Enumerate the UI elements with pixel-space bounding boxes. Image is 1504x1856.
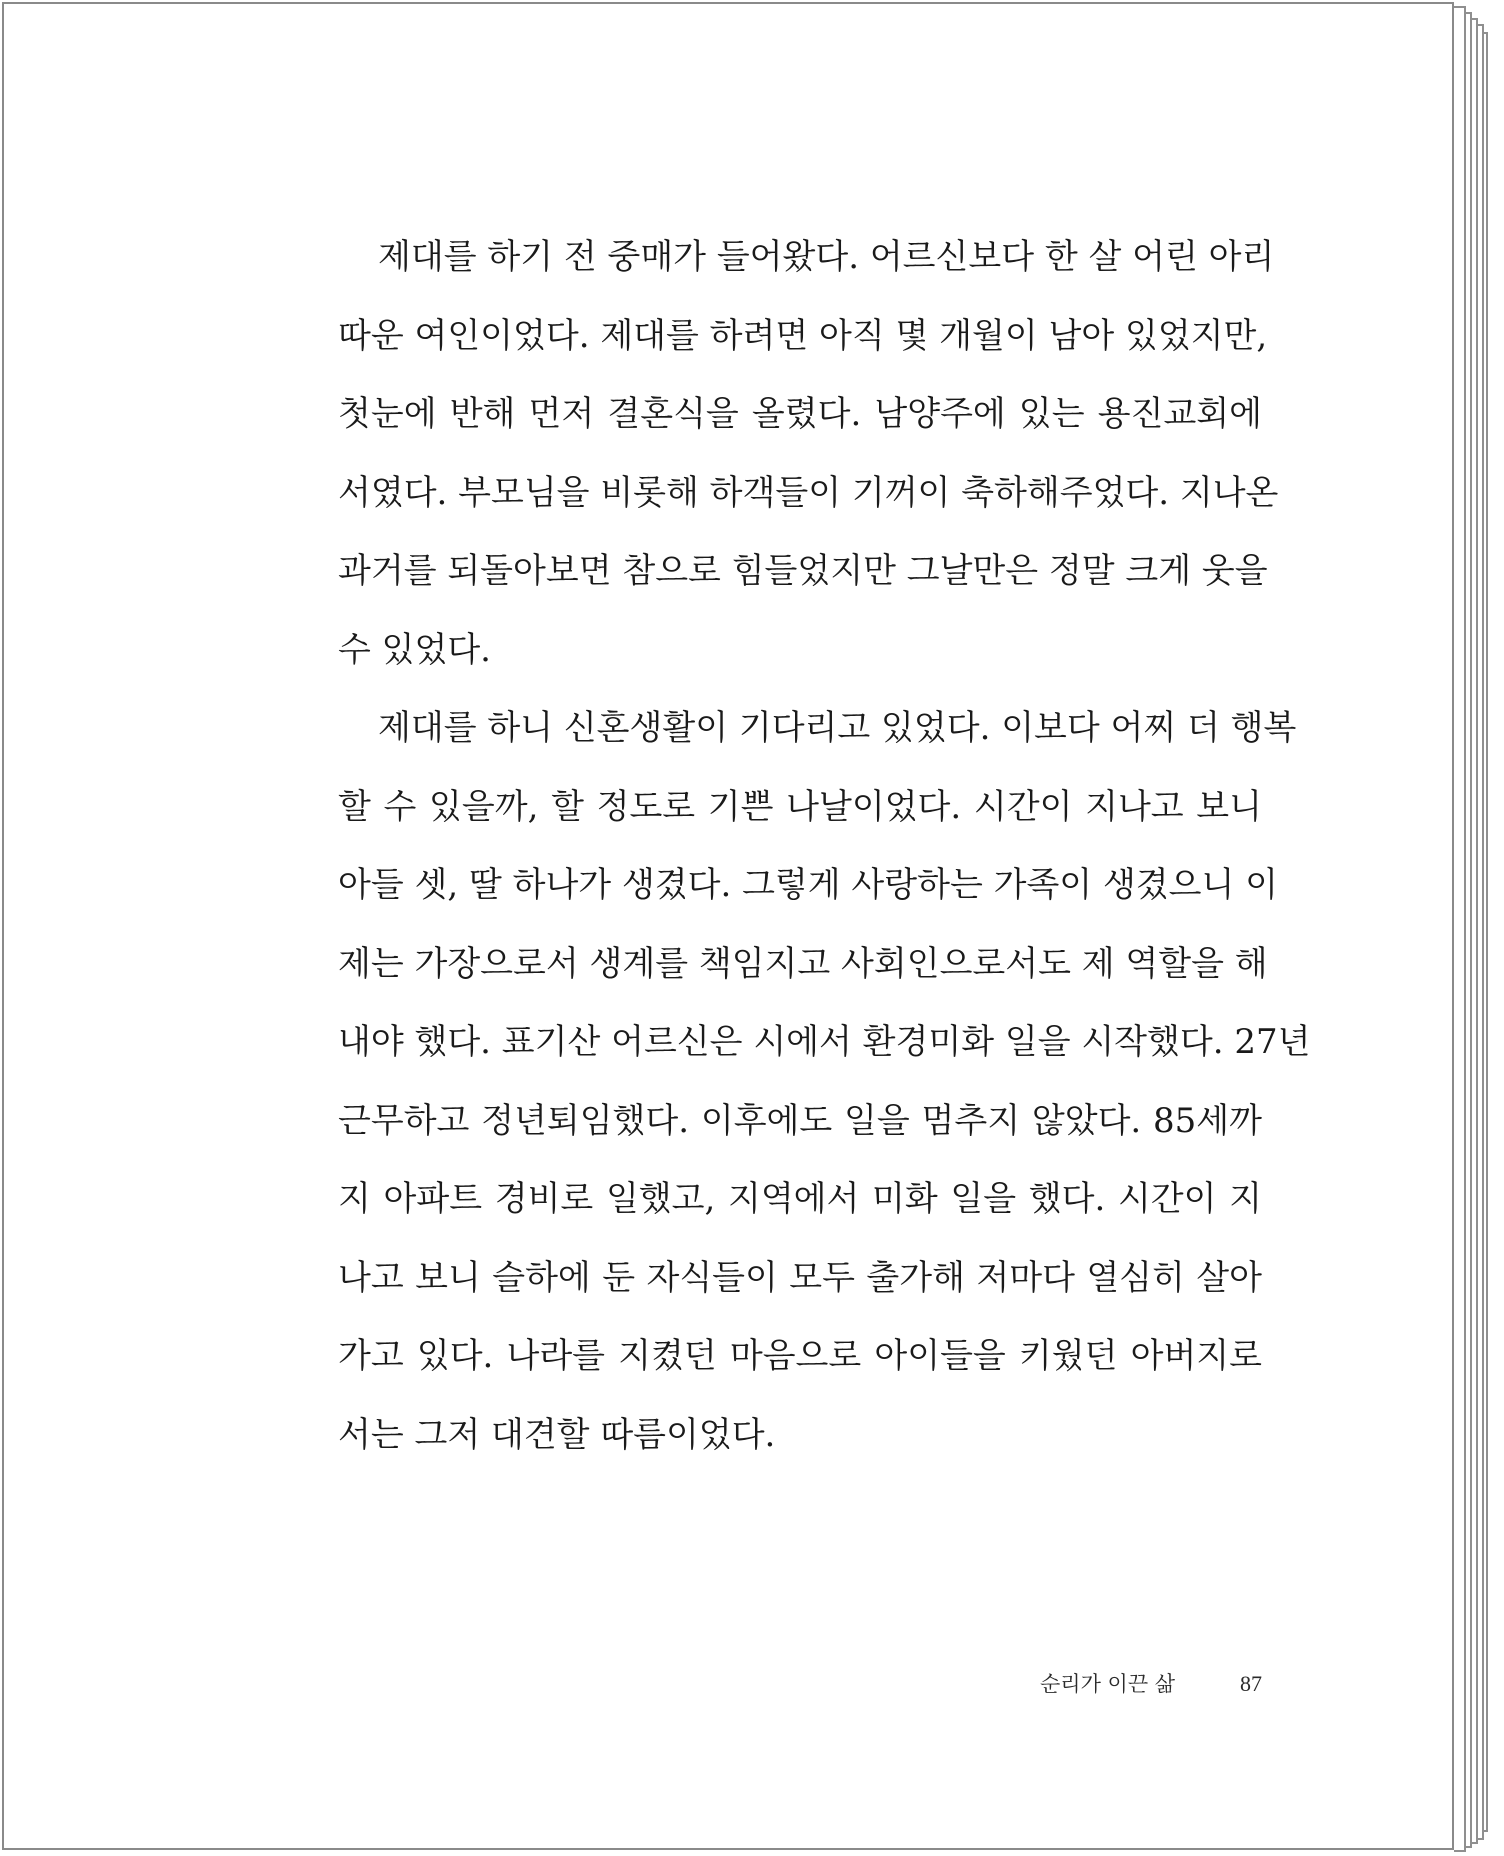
text-line: 서였다. 부모님을 비롯해 하객들이 기꺼이 축하해주었다. 지나온 — [338, 472, 1279, 513]
text-line: 가고 있다. 나라를 지켰던 마음으로 아이들을 키웠던 아버지로 — [338, 1336, 1262, 1376]
text-line: 서는 그저 대견할 따름이었다. — [338, 1414, 776, 1455]
body-text — [338, 218, 1311, 1474]
text-line: 제대를 하기 전 중매가 들어왔다. 어르신보다 한 살 어린 아리 — [378, 237, 1275, 277]
text-line: 따운 여인이었다. 제대를 하려면 아직 몇 개월이 남아 있었지만, — [338, 315, 1268, 356]
page-number: 87 — [1240, 1671, 1262, 1696]
text-line: 할 수 있을까, 할 정도로 기쁜 나날이었다. 시간이 지나고 보니 — [338, 786, 1262, 827]
text-line: 과거를 되돌아보면 참으로 힘들었지만 그날만은 정말 크게 웃을 — [338, 551, 1268, 591]
text-line: 첫눈에 반해 먼저 결혼식을 올렸다. 남양주에 있는 용진교회에 — [338, 394, 1262, 434]
text-line: 근무하고 정년퇴임했다. 이후에도 일을 멈추지 않았다. 85세까 — [338, 1100, 1262, 1141]
text-line: 내야 했다. 표기산 어르신은 시에서 환경미화 일을 시작했다. 27년 — [338, 1022, 1311, 1062]
paragraph-2 — [338, 689, 1311, 1474]
text-line: 제는 가장으로서 생계를 책임지고 사회인으로서도 제 역할을 해 — [338, 943, 1268, 984]
paragraph-1 — [338, 218, 1279, 689]
text-line: 아들 셋, 딸 하나가 생겼다. 그렇게 사랑하는 가족이 생겼으니 이 — [338, 865, 1278, 905]
page-footer — [1040, 1668, 1262, 1698]
text-line: 나고 보니 슬하에 둔 자식들이 모두 출가해 저마다 열심히 살아 — [338, 1257, 1262, 1298]
text-line: 제대를 하니 신혼생활이 기다리고 있었다. 이보다 어찌 더 행복 — [378, 708, 1297, 748]
text-line: 지 아파트 경비로 일했고, 지역에서 미화 일을 했다. 시간이 지 — [338, 1179, 1262, 1219]
running-title: 순리가 이끈 삶 — [1040, 1672, 1176, 1696]
text-line: 수 있었다. — [338, 629, 491, 670]
page-edge — [1454, 6, 1466, 1852]
